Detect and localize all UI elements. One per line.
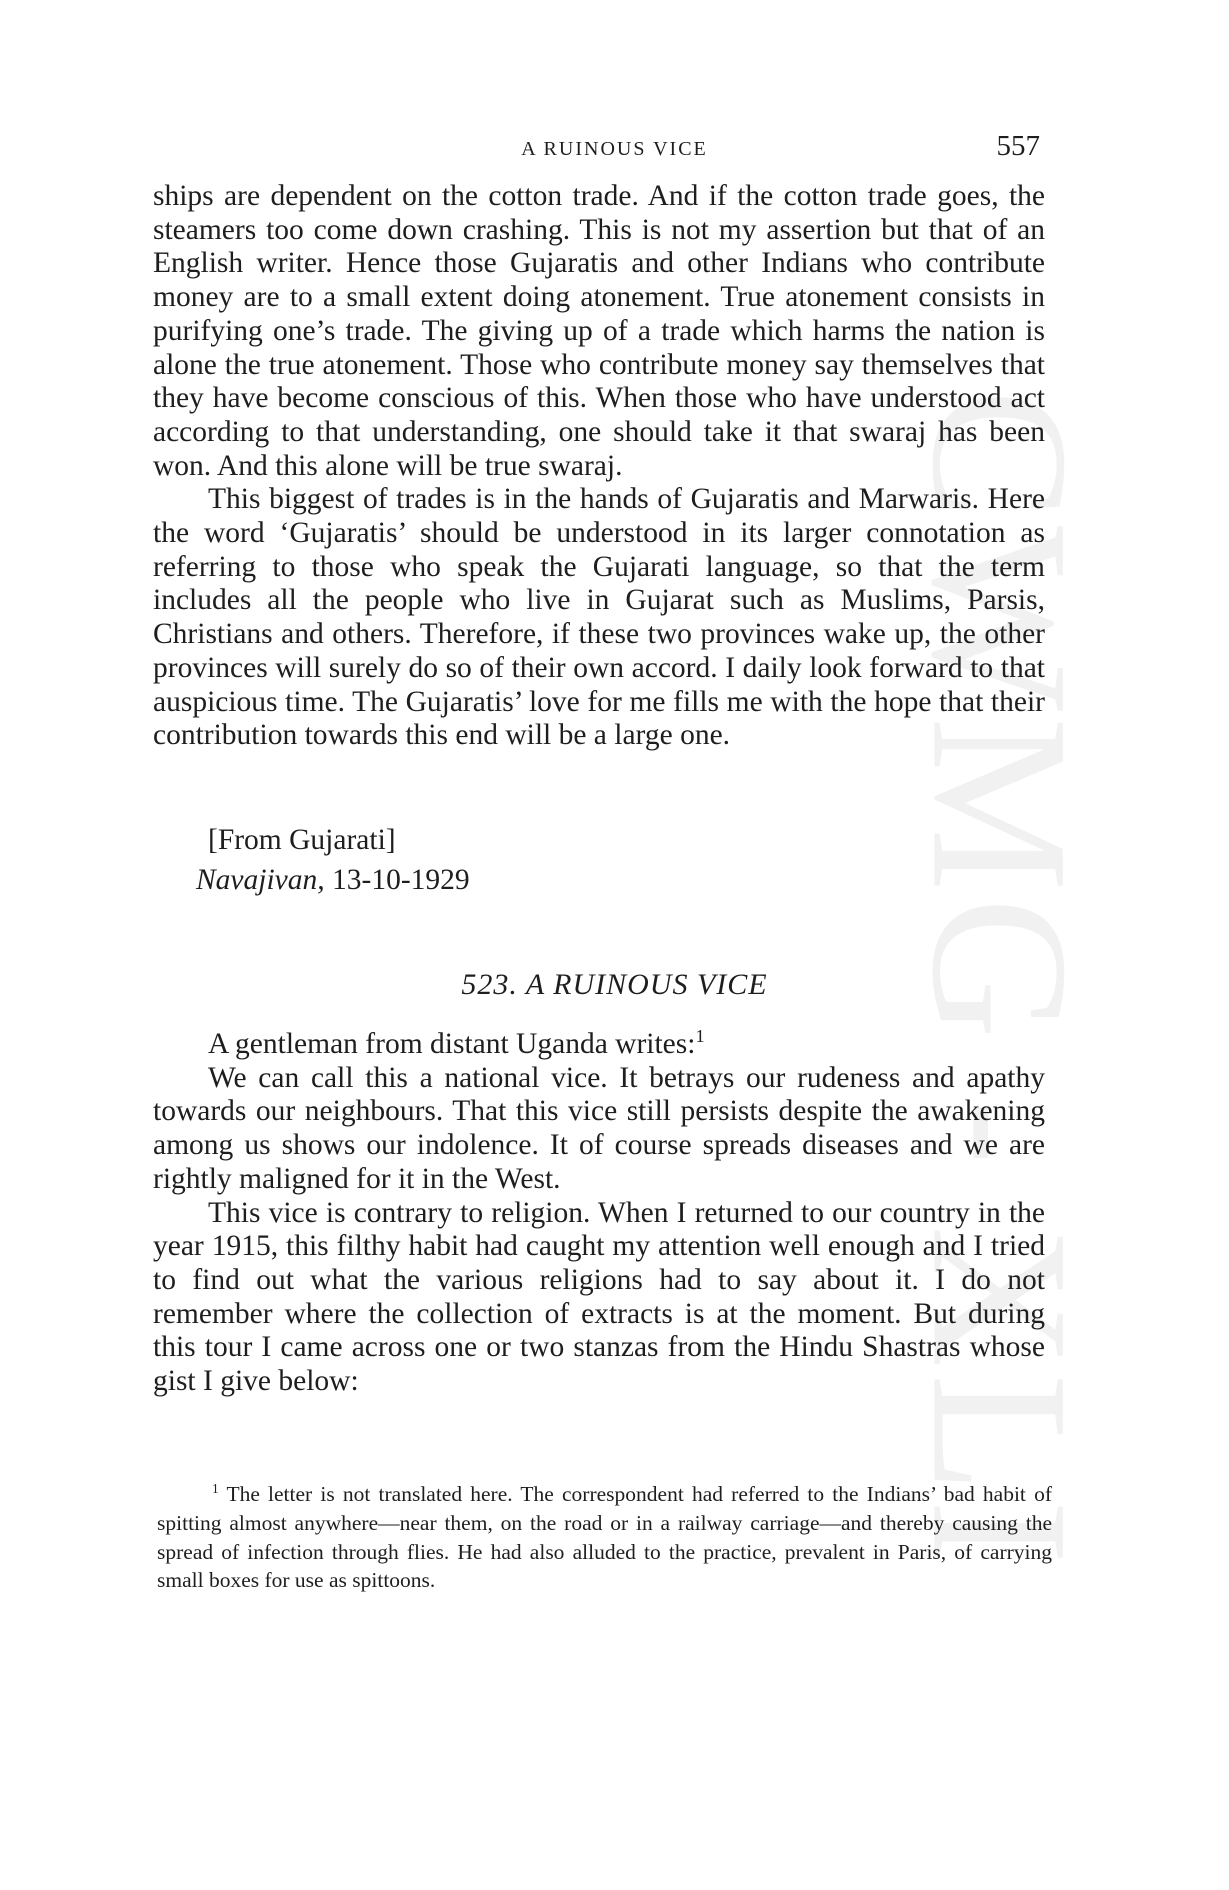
page-number: 557 <box>996 130 1040 162</box>
intro-text: A gentleman from distant Uganda writes: <box>208 1028 696 1060</box>
footnote <box>157 1480 1052 1595</box>
citation <box>196 864 470 897</box>
citation-journal: Navajivan, <box>196 864 325 896</box>
running-title: A RUINOUS VICE <box>521 138 708 160</box>
paragraph: ships are dependent on the cotton trade. And if the cotton trade goes, the steamers too come down crashing. This is not my assertion but that of an English writer. Hence those Gujaratis and other Indians who contribute money are to a small extent doing atonement. True atonement consists in purifying one’s trade. The giving up of a trade which harms the nation is alone the true atonement. Those who contribute money say themselves that they have become conscious of this. When those who have understood act according to that understanding, one should take it that swaraj has been won. And this alone will be true swaraj. <box>153 180 1045 482</box>
article-body <box>153 1028 1045 1399</box>
article-intro <box>153 1028 1045 1062</box>
watermark: CWMG - XLI <box>891 389 1109 1571</box>
footnote-marker: 1 <box>212 1480 219 1496</box>
footnote-paragraph <box>157 1480 1052 1595</box>
paragraph: We can call this a national vice. It betrays our rudeness and apathy towards our neighbours. That this vice still persists despite the awakening among us shows our indolence. It of course spreads diseases and we are rightly maligned for it in the West. <box>153 1061 1045 1195</box>
running-head <box>0 130 1229 170</box>
continued-text <box>153 180 1045 753</box>
citation-date: 13-10-1929 <box>332 864 470 896</box>
source-note: [From Gujarati] <box>208 824 396 856</box>
paragraph: This vice is contrary to religion. When I returned to our country in the year 1915, this filthy habit had caught my attention well enough and I tried to find out what the various religions had to say about it. I do not remember where the collection of extracts is at the moment. But during this tour I came across one or two stanzas from the Hindu Shastras whose gist I give below: <box>153 1196 1045 1398</box>
article-heading: 523. A RUINOUS VICE <box>461 968 768 1001</box>
paragraph: This biggest of trades is in the hands of Gujaratis and Marwaris. Here the word ‘Gujaratis’ should be understood in its larger connotation as referring to those who speak the Gujarati language, so that the term includes all the people who live in Gujarat such as Muslims, Parsis, Christians and others. Therefore, if these two provinces wake up, the other provinces will surely do so of their own accord. I daily look forward to that auspicious time. The Gujaratis’ love for me fills me with the hope that their contribution towards this end will be a large one. <box>153 483 1045 752</box>
footnote-text: The letter is not translated here. The correspondent had referred to the Indians’ bad habit of spitting almost anywhere—near them, on the road or in a railway carriage—and thereby causing the spread of infection through flies. He had also alluded to the practice, prevalent in Paris, of carrying small boxes for use as spittoons. <box>157 1482 1052 1593</box>
footnote-ref: 1 <box>695 1026 705 1047</box>
